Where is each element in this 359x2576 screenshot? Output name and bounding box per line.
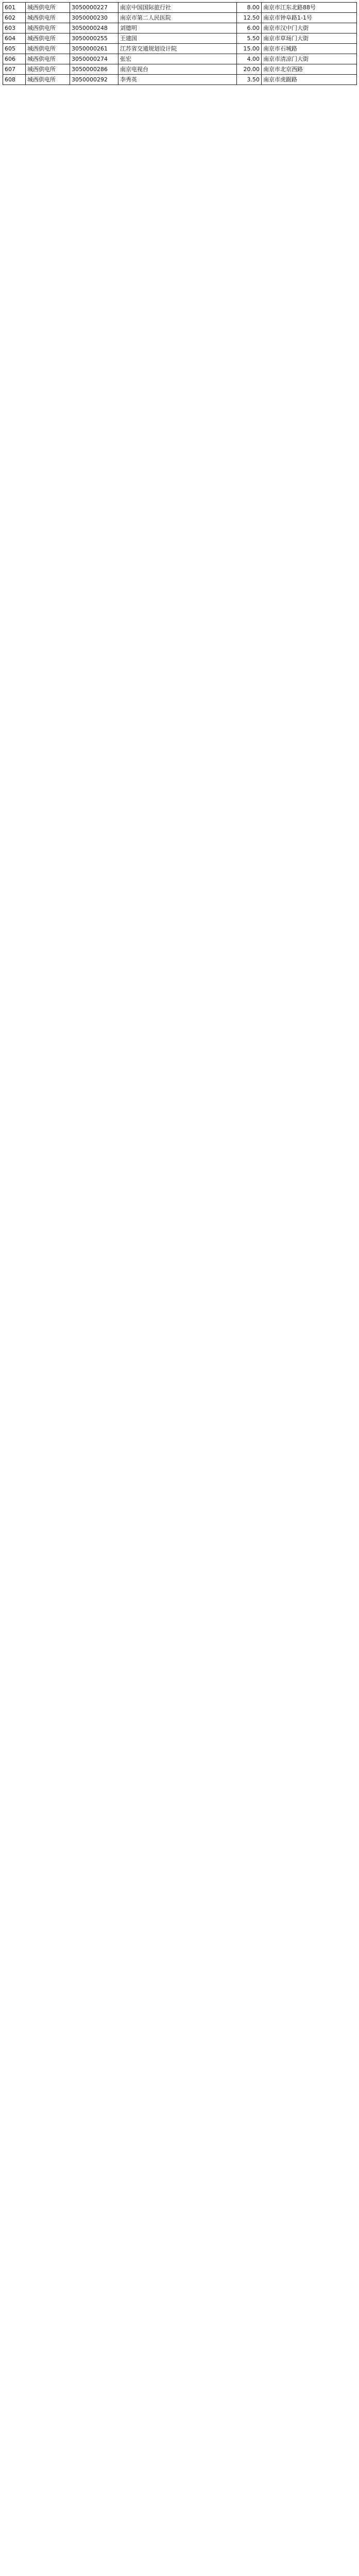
holder-name: 南京市第二人民医院 — [118, 13, 237, 23]
row-number: 603 — [3, 23, 26, 33]
amount: 20.00 — [237, 64, 262, 75]
amount: 8.00 — [237, 3, 262, 13]
address: 南京市清凉门大街 — [262, 54, 357, 64]
amount: 12.50 — [237, 13, 262, 23]
table-row — [3, 23, 357, 33]
address: 南京市北京西路 — [262, 64, 357, 75]
holder-name: 王建国 — [118, 33, 237, 44]
address: 南京市石城路 — [262, 44, 357, 54]
account-code: 3050000227 — [70, 3, 118, 13]
holder-name: 南京中国国际旅行社 — [118, 3, 237, 13]
holder-name: 张宏 — [118, 54, 237, 64]
amount: 15.00 — [237, 44, 262, 54]
address: 南京市草场门大街 — [262, 33, 357, 44]
record-table — [3, 2, 357, 85]
account-code: 3050000248 — [70, 23, 118, 33]
account-code: 3050000274 — [70, 54, 118, 64]
unit-name: 城西供电所 — [26, 75, 70, 85]
holder-name: 李秀英 — [118, 75, 237, 85]
unit-name: 城西供电所 — [26, 13, 70, 23]
holder-name: 南京电视台 — [118, 64, 237, 75]
address: 南京市虎踞路 — [262, 75, 357, 85]
table-row — [3, 33, 357, 44]
row-number: 608 — [3, 75, 26, 85]
unit-name: 城西供电所 — [26, 64, 70, 75]
address: 南京市江东北路88号 — [262, 3, 357, 13]
table-row — [3, 3, 357, 13]
amount: 5.50 — [237, 33, 262, 44]
unit-name: 城西供电所 — [26, 44, 70, 54]
table-row — [3, 44, 357, 54]
unit-name: 城西供电所 — [26, 3, 70, 13]
table-row — [3, 54, 357, 64]
row-number: 607 — [3, 64, 26, 75]
account-code: 3050000286 — [70, 64, 118, 75]
unit-name: 城西供电所 — [26, 54, 70, 64]
account-code: 3050000292 — [70, 75, 118, 85]
row-number: 605 — [3, 44, 26, 54]
amount: 3.50 — [237, 75, 262, 85]
row-number: 601 — [3, 3, 26, 13]
amount: 4.00 — [237, 54, 262, 64]
unit-name: 城西供电所 — [26, 23, 70, 33]
holder-name: 江苏省交通规划设计院 — [118, 44, 237, 54]
unit-name: 城西供电所 — [26, 33, 70, 44]
table-row — [3, 13, 357, 23]
address: 南京市钟阜路1-1号 — [262, 13, 357, 23]
row-number: 602 — [3, 13, 26, 23]
account-code: 3050000261 — [70, 44, 118, 54]
amount: 6.00 — [237, 23, 262, 33]
table-row — [3, 64, 357, 75]
account-code: 3050000255 — [70, 33, 118, 44]
address: 南京市汉中门大街 — [262, 23, 357, 33]
row-number: 606 — [3, 54, 26, 64]
row-number: 604 — [3, 33, 26, 44]
table-row — [3, 75, 357, 85]
holder-name: 刘德明 — [118, 23, 237, 33]
record-table-body — [3, 3, 357, 85]
account-code: 3050000230 — [70, 13, 118, 23]
